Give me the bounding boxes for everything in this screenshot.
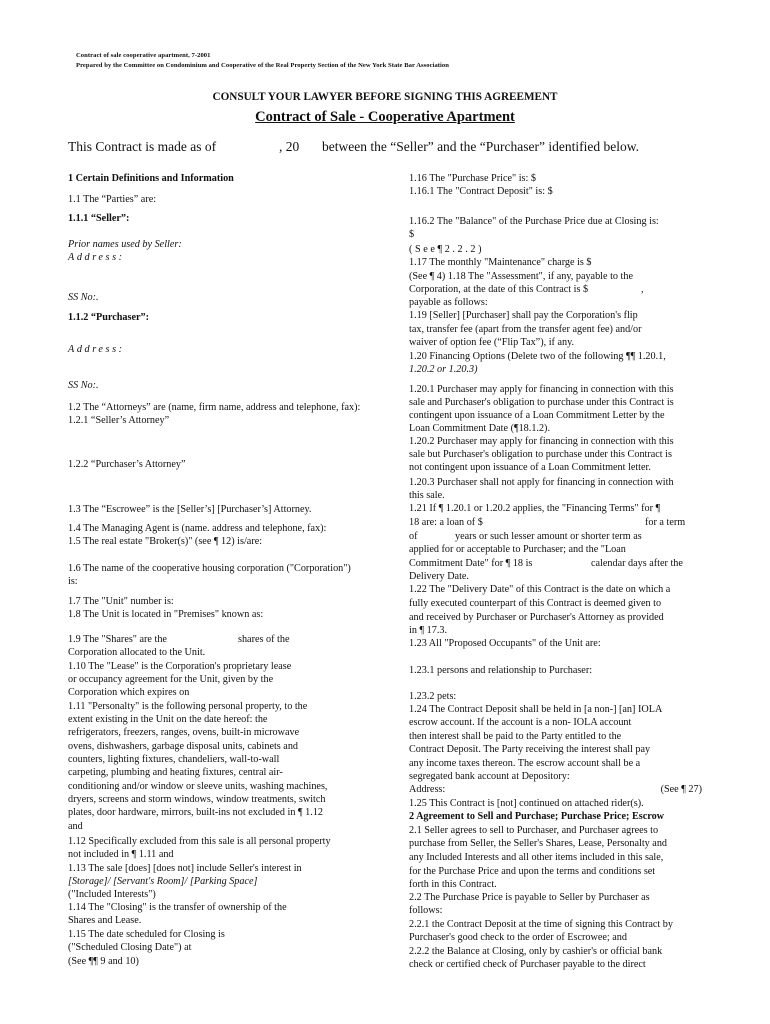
right-line: (See¶2.2.2) (409, 244, 485, 255)
right-line: 2.1 Seller agrees to sell to Purchaser, and Purchaser agrees to (409, 825, 659, 836)
left-line: 1.9 The "Shares" are the (68, 634, 167, 645)
left-line: 1.8 The Unit is located in "Premises" known as: (68, 609, 264, 620)
left-line: 1.12 Specifically excluded from this sale is all personal property (68, 836, 331, 847)
left-line: (See ¶¶ 9 and 10) (68, 956, 139, 967)
left-line: Corporation which expires on (68, 687, 190, 698)
consult-notice: CONSULT YOUR LAWYER BEFORE SIGNING THIS AGREEMENT (212, 91, 558, 103)
right-line: 1.17 The monthly "Maintenance" charge is $ (409, 257, 592, 268)
right-line: Corporation, at the date of this Contract is $ (409, 284, 589, 295)
right-line: 1.20.1 Purchaser may apply for financing in connection with this (409, 384, 674, 395)
right-line: then interest shall be paid to the Party entitled to the (409, 731, 622, 742)
left-line: 1.4 The Managing Agent is (name. address and telephone, fax): (68, 523, 327, 534)
right-line: in ¶ 17.3. (409, 625, 448, 636)
left-line: is: (68, 576, 78, 587)
right-line: not contingent upon issuance of a Loan Commitment letter. (409, 462, 651, 473)
right-line: follows: (409, 905, 443, 916)
right-line: (See ¶ 4) 1.18 The "Assessment", if any, payable to the (409, 271, 633, 282)
left-line: 1.14 The "Closing" is the transfer of ownership of the (68, 902, 287, 913)
right-line: years or such lesser amount or shorter term as (455, 531, 642, 542)
right-line: 1.23.1 persons and relationship to Purchaser: (409, 665, 593, 676)
right-line: this sale. (409, 490, 445, 501)
left-line: 1.2.2 “Purchaser’s Attorney” (68, 459, 186, 470)
right-line: of (409, 531, 418, 542)
right-line: calendar days after the (591, 558, 683, 569)
left-line: Address: (68, 252, 125, 263)
right-line: sale but Purchaser's obligation to purchase under this Contract is (409, 449, 672, 460)
right-line: Loan Commitment Date (¶18.1.2). (409, 423, 550, 434)
left-line: Prior names used by Seller: (68, 239, 182, 250)
right-line: 1.20.2 or 1.20.3) (409, 364, 478, 375)
left-line: dryers, screens and storm windows, window treatments, switch (68, 794, 326, 805)
right-line: 1.22 The "Delivery Date" of this Contract is the date on which a (409, 584, 671, 595)
right-line: 1.23 All "Proposed Occupants" of the Unit are: (409, 638, 601, 649)
left-line: Shares and Lease. (68, 915, 142, 926)
left-line: [Storage]/ [Servant's Room]/ [Parking Space] (68, 876, 258, 887)
right-line: (See ¶ 27) (660, 784, 702, 795)
right-line: 1.16 The "Purchase Price" is: $ (409, 173, 536, 184)
right-line: 2 Agreement to Sell and Purchase; Purchase Price; Escrow (409, 811, 665, 822)
left-column (68, 0, 394, 1024)
left-line: conditioning and/or window or sleeve units, washing machines, (68, 781, 328, 792)
right-line: 1.20 Financing Options (Delete two of the following ¶¶ 1.20.1, (409, 351, 666, 362)
left-line: Corporation allocated to the Unit. (68, 647, 206, 658)
left-line: 1.13 The sale [does] [does not] include Seller's interest in (68, 863, 302, 874)
intro-text-1: This Contract is made as of (68, 139, 217, 154)
right-line: any income taxes thereon. The escrow account shall be a (409, 758, 641, 769)
right-line: any Included Interests and all other items included in this sale, (409, 852, 664, 863)
right-line: 1.24 The Contract Deposit shall be held in [a non-] [an] IOLA (409, 704, 663, 715)
left-line: 1.1 The “Parties” are: (68, 194, 157, 205)
intro-text-3: between the “Seller” and the “Purchaser” identified below. (322, 139, 639, 154)
right-line: Address: (409, 784, 446, 795)
left-line: 1.11 "Personalty" is the following personal property, to the (68, 701, 308, 712)
right-line: and received by Purchaser or Purchaser's Attorney as provided (409, 612, 664, 623)
right-line: 1.16.2 The "Balance" of the Purchase Price due at Closing is: (409, 216, 659, 227)
right-line: Contract Deposit. The Party receiving the interest shall pay (409, 744, 651, 755)
left-line: refrigerators, freezers, ranges, ovens, built-in microwave (68, 727, 300, 738)
right-line: check or certified check of Purchaser payable to the direct (409, 959, 646, 970)
left-line: SS No:. (68, 380, 99, 391)
right-column (409, 0, 702, 1024)
left-line: 1.6 The name of the cooperative housing corporation ("Corporation") (68, 563, 351, 574)
left-line: 1.2.1 “Seller’s Attorney” (68, 415, 170, 426)
left-line: not included in ¶ 1.11 and (68, 849, 174, 860)
left-line: 1.1.1 “Seller”: (68, 213, 130, 224)
right-line: Purchaser's good check to the order of Escrowee; and (409, 932, 627, 943)
right-line: contingent upon issuance of a Loan Commitment Letter by the (409, 410, 665, 421)
right-line: tax, transfer fee (apart from the transfer agent fee) and/or (409, 324, 642, 335)
left-line: Address: (68, 344, 125, 355)
left-line: or occupancy agreement for the Unit, given by the (68, 674, 274, 685)
left-line: counters, lighting fixtures, chandeliers, wall-to-wall (68, 754, 280, 765)
right-line: 18 are: a loan of $ (409, 517, 483, 528)
right-line: for a term (645, 517, 686, 528)
right-line: payable as follows: (409, 297, 488, 308)
right-line: fully executed counterpart of this Contract is deemed given to (409, 598, 662, 609)
right-line: 1.20.3 Purchaser shall not apply for financing in connection with (409, 477, 674, 488)
left-line: SS No:. (68, 292, 99, 303)
right-line: applied for or acceptable to Purchaser; and the "Loan (409, 544, 626, 555)
left-line: 1 Certain Definitions and Information (68, 173, 234, 184)
left-line: 1.10 The "Lease" is the Corporation's proprietary lease (68, 661, 292, 672)
form-identifier: Contract of sale cooperative apartment, 7-2001 (76, 52, 211, 59)
left-line: plates, door hardware, mirrors, built-ins not excluded in ¶ 1.12 (68, 807, 324, 818)
right-line: 2.2 The Purchase Price is payable to Seller by Purchaser as (409, 892, 650, 903)
left-line: 1.15 The date scheduled for Closing is (68, 929, 225, 940)
left-line: ("Scheduled Closing Date") at (68, 942, 192, 953)
right-line: 1.23.2 pets: (409, 691, 457, 702)
left-line: ("Included Interests") (68, 889, 156, 900)
right-line: segregated bank account at Depository: (409, 771, 570, 782)
right-line: , (641, 284, 644, 295)
right-line: 1.16.1 The "Contract Deposit" is: $ (409, 186, 553, 197)
left-line: 1.5 The real estate "Broker(s)" (see ¶ 12) is/are: (68, 536, 263, 547)
right-line: 1.19 [Seller] [Purchaser] shall pay the Corporation's flip (409, 310, 638, 321)
right-line: 2.2.2 the Balance at Closing, only by cashier's or official bank (409, 946, 663, 957)
right-line: waiver of option fee (“Flip Tax”), if any. (409, 337, 575, 348)
left-line: extent existing in the Unit on the date hereof: the (68, 714, 268, 725)
right-line: Delivery Date. (409, 571, 469, 582)
right-line: $ (409, 229, 415, 240)
right-line: 1.20.2 Purchaser may apply for financing in connection with this (409, 436, 674, 447)
right-line: sale and Purchaser's obligation to purchase under this Contract is (409, 397, 674, 408)
right-line: forth in this Contract. (409, 879, 497, 890)
left-line: 1.7 The "Unit" number is: (68, 596, 174, 607)
left-line: and (68, 821, 83, 832)
right-line: 2.2.1 the Contract Deposit at the time of signing this Contract by (409, 919, 673, 930)
right-line: 1.25 This Contract is [not] continued on attached rider(s). (409, 798, 644, 809)
right-line: 1.21 If ¶ 1.20.1 or 1.20.2 applies, the "Financing Terms" for ¶ (409, 503, 661, 514)
left-line: 1.1.2 “Purchaser”: (68, 312, 150, 323)
left-line: 1.2 The “Attorneys” are (name, firm name, address and telephone, fax): (68, 402, 361, 413)
left-line: 1.3 The “Escrowee” is the [Seller’s] [Purchaser’s] Attorney. (68, 504, 312, 515)
left-line: shares of the (238, 634, 290, 645)
intro-text-2: , 20 (279, 139, 300, 154)
left-line: ovens, dishwashers, garbage disposal units, cabinets and (68, 741, 299, 752)
right-line: Commitment Date" for ¶ 18 is (409, 558, 533, 569)
document-title: Contract of Sale - Cooperative Apartment (255, 109, 515, 125)
right-line: escrow account. If the account is a non- IOLA account (409, 717, 632, 728)
right-line: for the Purchase Price and upon the terms and conditions set (409, 866, 656, 877)
prepared-by-line: Prepared by the Committee on Condominium and Cooperative of the Real Property Section of the New York State Bar Association (76, 62, 449, 69)
left-line: carpeting, plumbing and heating fixtures, central air- (68, 767, 283, 778)
right-line: purchase from Seller, the Seller's Shares, Lease, Personalty and (409, 838, 668, 849)
